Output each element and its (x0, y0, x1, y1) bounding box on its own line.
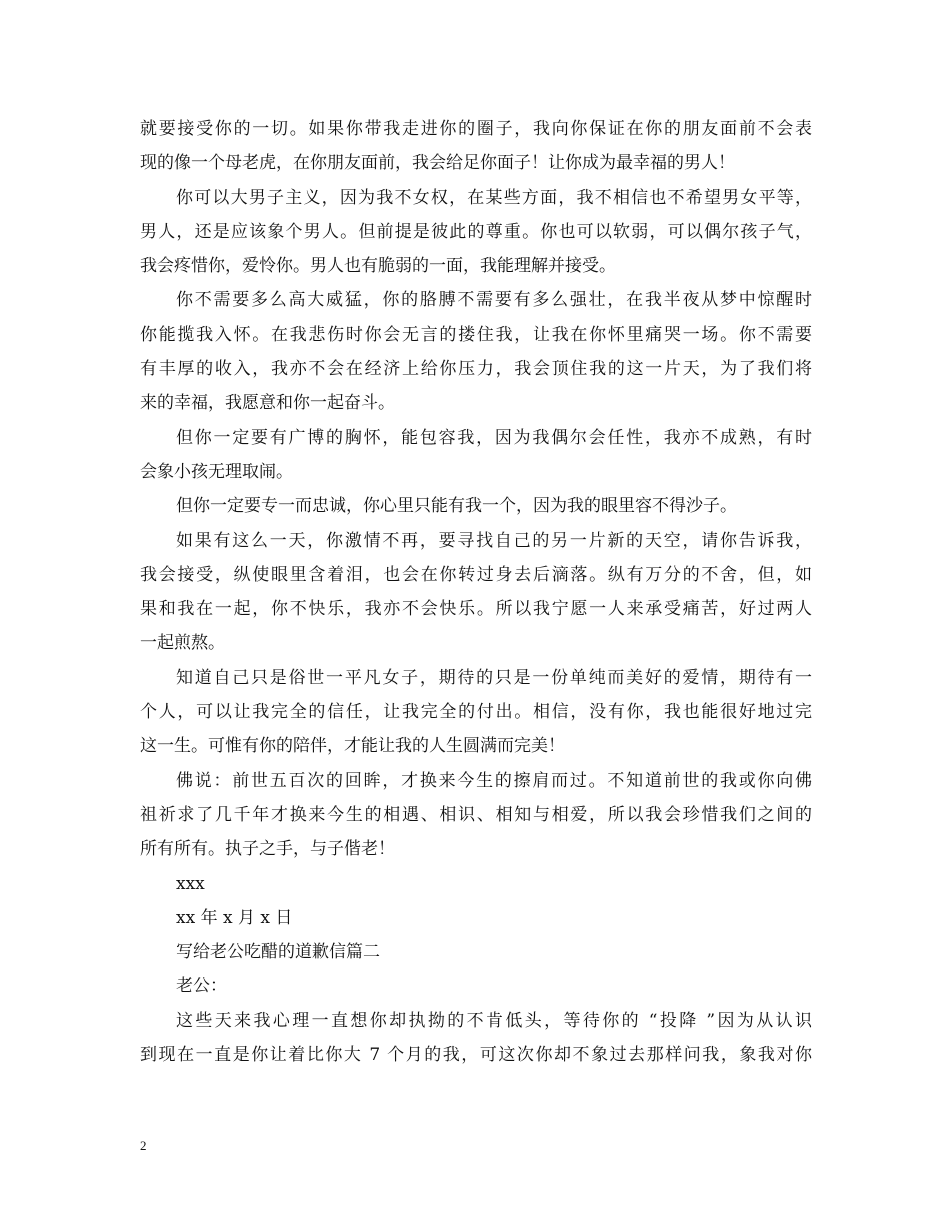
text-line: 我会接受，纵使眼里含着泪，也会在你转过身去后滴落。纵有万分的不舍，但，如 (140, 564, 812, 585)
salutation: 老公： (176, 976, 227, 997)
date-line: xx 年 x 月 x 日 (176, 907, 293, 928)
page-number: 2 (140, 1138, 147, 1153)
text-line: 如果有这么一天，你激情不再，要寻找自己的另一片新的天空，请你告诉我， (176, 530, 812, 551)
text-line: 佛说：前世五百次的回眸，才换来今生的擦肩而过。不知道前世的我或你向佛 (176, 770, 812, 791)
text-line: 到现在一直是你让着比你大 7 个月的我，可这次你却不象过去那样问我，象我对你 (140, 1045, 812, 1066)
text-line: 你能揽我入怀。在我悲伤时你会无言的搂住我，让我在你怀里痛哭一场。你不需要 (140, 324, 812, 345)
text-line: 会象小孩无理取闹。 (140, 461, 293, 482)
text-line: 有丰厚的收入，我亦不会在经济上给你压力，我会顶住我的这一片天，为了我们将 (140, 359, 812, 380)
text-line: 男人，还是应该象个男人。但前提是彼此的尊重。你也可以软弱，可以偶尔孩子气， (140, 221, 812, 242)
text-line: 所有所有。执子之手，与子偕老！ (140, 839, 395, 860)
text-line: 就要接受你的一切。如果你带我走进你的圈子，我向你保证在你的朋友面前不会表 (140, 119, 812, 139)
text-line: 祖祈求了几千年才换来今生的相遇、相识、相知与相爱，所以我会珍惜我们之间的 (140, 804, 812, 825)
text-line: 你可以大男子主义，因为我不女权，在某些方面，我不相信也不希望男女平等， (176, 187, 812, 208)
text-line: 知道自己只是俗世一平凡女子，期待的只是一份单纯而美好的爱情，期待有一 (176, 667, 812, 688)
text-line: 你不需要多么高大威猛，你的胳膊不需要有多么强壮，在我半夜从梦中惊醒时 (176, 290, 812, 311)
document-body (140, 112, 812, 1072)
text-line: 果和我在一起，你不快乐，我亦不会快乐。所以我宁愿一人来承受痛苦，好过两人 (140, 599, 812, 620)
text-line: 这一生。可惟有你的陪伴，才能让我的人生圆满而完美！ (140, 736, 565, 757)
text-line: 这些天来我心理一直想你却执拗的不肯低头，等待你的 “投降 ”因为从认识 (176, 1010, 812, 1031)
signature: xxx (176, 873, 205, 894)
section-title: 写给老公吃醋的道歉信篇二 (176, 942, 380, 963)
text-line: 但你一定要专一而忠诚，你心里只能有我一个，因为我的眼里容不得沙子。 (176, 496, 737, 517)
text-line: 但你一定要有广博的胸怀，能包容我，因为我偶尔会任性，我亦不成熟，有时 (176, 427, 812, 448)
text-line: 我会疼惜你，爱怜你。男人也有脆弱的一面，我能理解并接受。 (140, 256, 616, 277)
text-line: 来的幸福，我愿意和你一起奋斗。 (140, 393, 395, 414)
text-line: 现的像一个母老虎，在你朋友面前，我会给足你面子！让你成为最幸福的男人！ (140, 153, 735, 174)
text-line: 个人，可以让我完全的信任，让我完全的付出。相信，没有你，我也能很好地过完 (140, 702, 812, 723)
text-line: 一起煎熬。 (140, 633, 225, 654)
